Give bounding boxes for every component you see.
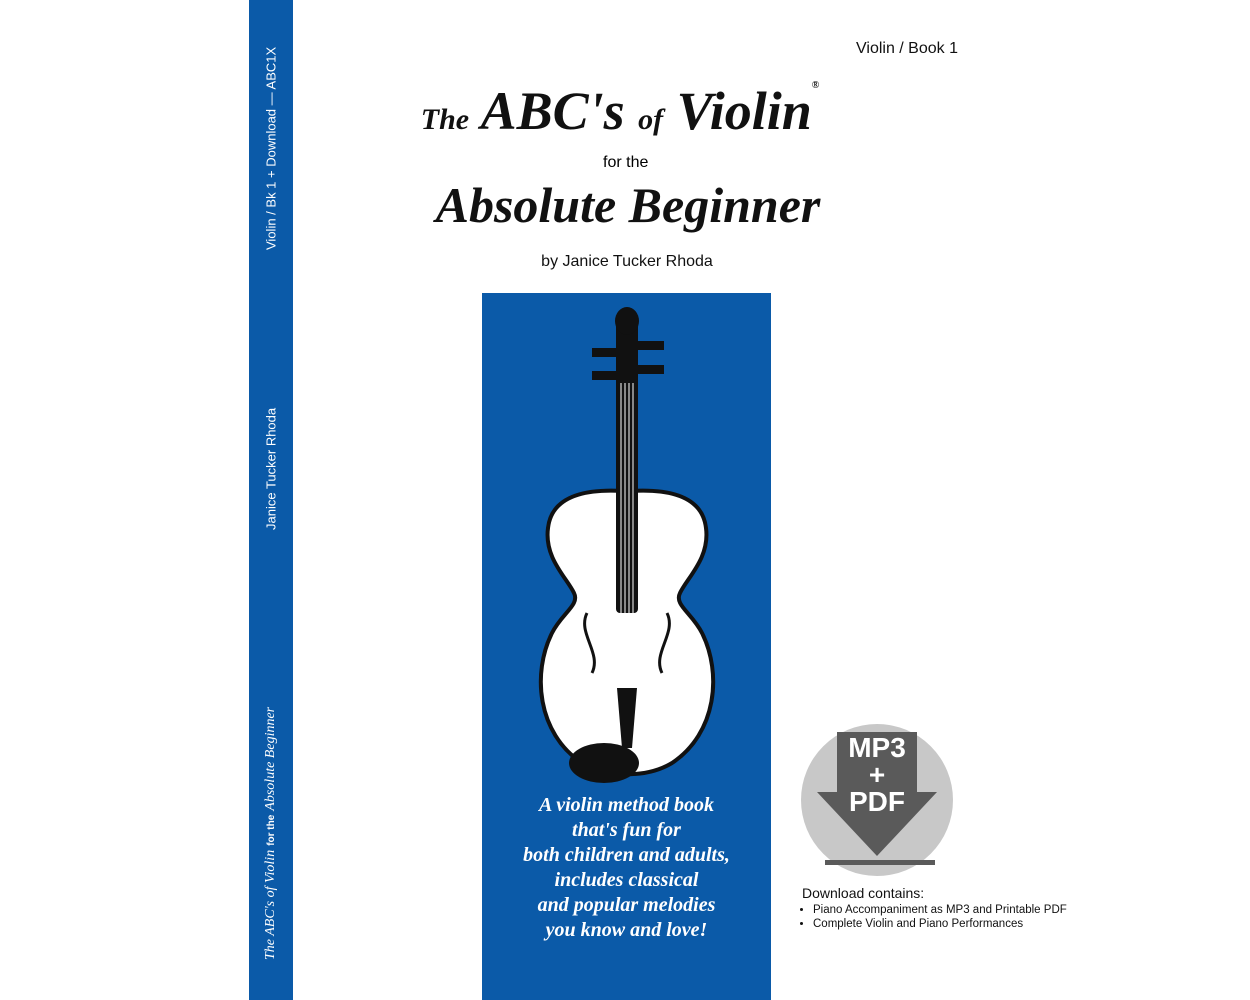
book-spine — [249, 0, 293, 1000]
book-subtitle: Absolute Beginner — [435, 177, 821, 233]
spine-author: Janice Tucker Rhoda — [263, 407, 279, 530]
author-line: by Janice Tucker Rhoda — [541, 253, 713, 270]
spine-catalog: Violin / Bk 1 + Download — ABC1X — [263, 46, 279, 250]
cover-blurb: A violin method book that's fun for both children and adults, includes classical and popular melodies you know and love! — [523, 794, 730, 941]
for-the-text: for the — [603, 154, 649, 171]
violin-illustration — [482, 293, 771, 793]
spine-title: The ABC's of Violinfor theAbsolute Beginner — [263, 706, 278, 960]
cover-panel — [482, 293, 771, 1000]
download-contents: Download contains: • Piano Accompaniment as MP3 and Printable PDF • Complete Violin and Piano Performances — [802, 885, 1067, 931]
mp3-pdf-badge: MP3 + PDF — [801, 724, 953, 876]
series-label: Violin / Book 1 — [856, 40, 958, 57]
book-title: The ABC's of Violin® — [420, 80, 820, 141]
